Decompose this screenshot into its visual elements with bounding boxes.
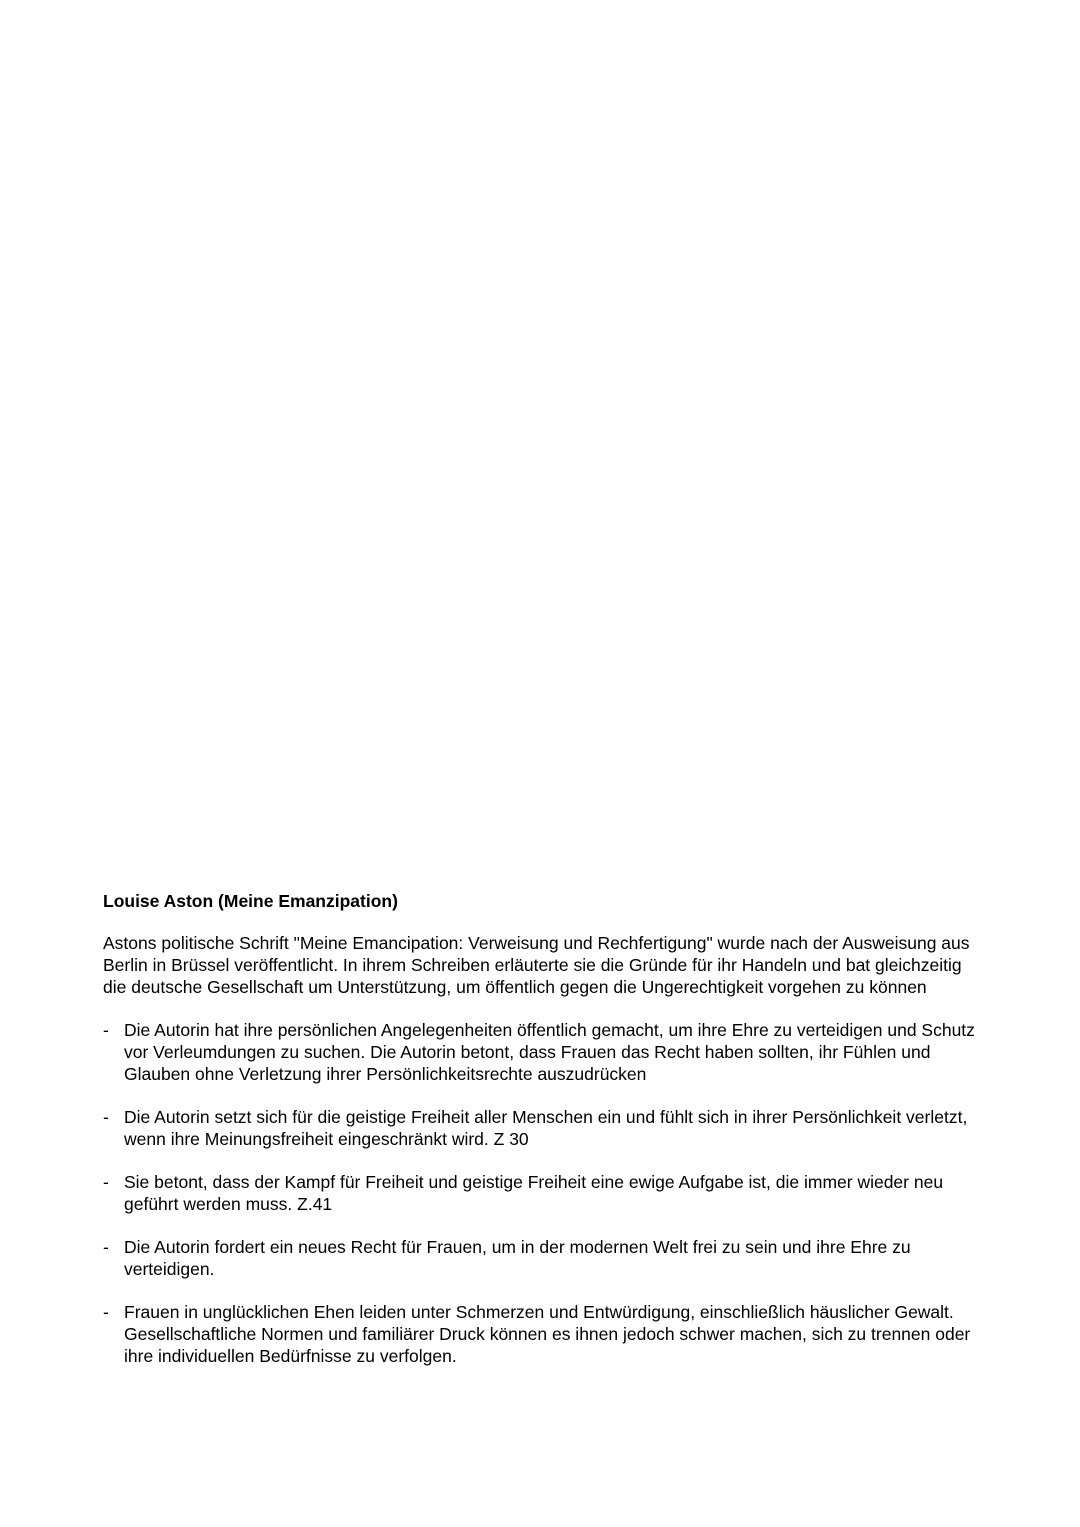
- intro-paragraph: Astons politische Schrift "Meine Emancipation: Verweisung und Rechfertigung" wurde nach der Ausweisung aus Berlin in Brüssel veröffentlicht. In ihrem Schreiben erläuterte sie die Gründe für ihr Handeln und bat gleichzeitig die deutsche Gesellschaft um Unterstützung, um öffentlich gegen die Ungerechtigkeit vorgehen zu können: [103, 933, 970, 997]
- dash-marker: -: [103, 1302, 109, 1322]
- bullet-text: Frauen in unglücklichen Ehen leiden unter Schmerzen und Entwürdigung, einschließlich häuslicher Gewalt. Gesellschaftliche Normen und familiärer Druck können es ihnen jedoch schwer machen, sich zu trennen oder ihre individuellen Bedürfnisse zu verfolgen.: [124, 1302, 971, 1366]
- dash-marker: -: [103, 1172, 109, 1192]
- dash-marker: -: [103, 1020, 109, 1040]
- bullet-text: Die Autorin fordert ein neues Recht für Frauen, um in der modernen Welt frei zu sein und ihre Ehre zu verteidigen.: [124, 1237, 911, 1279]
- bullet-item: [103, 1301, 983, 1367]
- bullet-list: [103, 1019, 983, 1367]
- dash-marker: -: [103, 1237, 109, 1257]
- bullet-text: Die Autorin hat ihre persönlichen Angelegenheiten öffentlich gemacht, um ihre Ehre zu verteidigen und Schutz vor Verleumdungen zu suchen. Die Autorin betont, dass Frauen das Recht haben sollten, ihr Fühlen und Glauben ohne Verletzung ihrer Persönlichkeitsrechte auszudrücken: [124, 1020, 975, 1084]
- bullet-item: [103, 1019, 983, 1085]
- bullet-text: Sie betont, dass der Kampf für Freiheit und geistige Freiheit eine ewige Aufgabe ist, die immer wieder neu geführt werden muss. Z.41: [124, 1172, 944, 1214]
- document-heading: Louise Aston (Meine Emanzipation): [103, 891, 398, 911]
- dash-marker: -: [103, 1107, 109, 1127]
- bullet-text: Die Autorin setzt sich für die geistige Freiheit aller Menschen ein und fühlt sich in ihrer Persönlichkeit verletzt, wenn ihre Meinungsfreiheit eingeschränkt wird. Z 30: [124, 1107, 968, 1149]
- bullet-item: [103, 1106, 983, 1150]
- document-content: [103, 890, 983, 1388]
- bullet-item: [103, 1171, 983, 1215]
- bullet-item: [103, 1236, 983, 1280]
